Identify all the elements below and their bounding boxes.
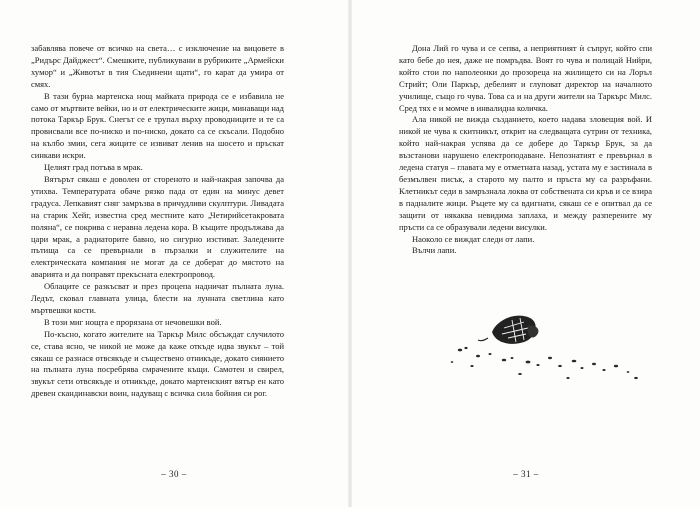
right-page <box>352 0 700 507</box>
paragraph: Целият град потъва в мрак. <box>44 162 143 173</box>
paragraph: Вълчи лапи. <box>412 245 457 256</box>
paragraph: В този миг нощта е прорязана от нечовешки вой. <box>44 316 222 327</box>
page-number-right: – 31 – <box>513 469 539 479</box>
paragraph: Облаците се разкъсват и през процепа надничат пълната луна. Ледът, сковал главната улица, блести на лунната светлина като мъртвешки кости. <box>31 281 284 315</box>
paragraph: Дона Лий го чува и се сепва, а неприятният ѝ съпруг, който спи като бебе до нея, даже не помръдва. Воят го чува и полицай Нийри, който стои по наполеонки до прозореца на жилището си на Лоръл Стрийт; Оли Паркър, дебелият и глуповат директор на началното училище, също го чува. Това са и на други жители на Таркърс Милс. Сред тях е и момче в инвалидна количка. <box>399 43 652 113</box>
paw-tracks <box>451 347 638 379</box>
left-page <box>0 0 348 507</box>
paragraph: В тази бурна мартенска нощ майката природа се е избавила не само от мъртвите вейки, но и от електрическите жици, минаващи над потока Таркър Брук. Снегът се е трупал върху проводниците и те са провисвали все по-ниско и по-ниско, докато са се скъсали. Подобно на кълбо змии, сега жиците се извиват ленив на шосето и пръскат синкави искри. <box>31 90 284 161</box>
paragraph: забавлява повече от всичко на света… с изключение на вицовете в „Ридърс Дайджест“. Смешките, публикувани в рубриките „Армейски хумор“ и „Животът в тия Съединени щати“, го карат да умира от смях. <box>31 43 284 89</box>
paragraph: Наоколо се виждат следи от лапи. <box>412 233 535 244</box>
paragraph: По-късно, когато жителите на Таркър Милс обсъждат случилото се, става ясно, че никой не може да каже откъде идва звукът – той сякаш се разнася отвсякъде и съществено отникъде, докато сиянието на пълната луна посребрява смрачените къщи. Самотен и свирел, звукът сети отвсякъде и отникъде, докато мартенският вятър ен като древен скандинавски воин, надуващ с всичка сила бойния си рог. <box>31 328 284 399</box>
paragraph: Вятърът сякаш е доволен от стореното и най-накрая започва да утихва. Температурата обаче рязко пада от един на минус девет градуса. Лепкавият сняг замръзва в причудливи скулптури. Ливадата на старик Хейг, известна сред местните като „Четирийсетакровата поляна“, се покрива с неравна ледена кора. В къщите продължава да цари мрак, а радиаторите бавно, но сигурно изстиват. Заледените пътища са се превърнали в пързалки и служителите на електрическата компания не могат да се доберат до мястото на аварията и да поправят прекъсната електропровод. <box>31 173 284 280</box>
paragraph: Ала никой не вижда създанието, което надава зловещия вой. И никой не чува к скитникът, открит на следващата сутрин от техника, който най-накрая успява да се доберe до Таркър Брук, за да възстанови нарушено електроподаване. Непознатият е превърнал в ледена статуя – главата му е отметната назад, устата му е застинала в безмълвен писък, а старото му палто и пръста му са разръфани. Клетникът седи в замръзнала локва от собствената си кръв и се взира в падналите жици. Ръцете му са вдигнати, сякаш се е опитвал да се защити от някаква невидима заплаха, и между разперените му пръсти са се образували ледени висулки. <box>399 114 652 232</box>
page-number-left: – 30 – <box>161 469 187 479</box>
body-in-snow-icon <box>478 316 538 344</box>
paw-prints-illustration <box>432 304 652 394</box>
right-text-column <box>399 43 652 257</box>
left-text-column <box>31 43 284 400</box>
